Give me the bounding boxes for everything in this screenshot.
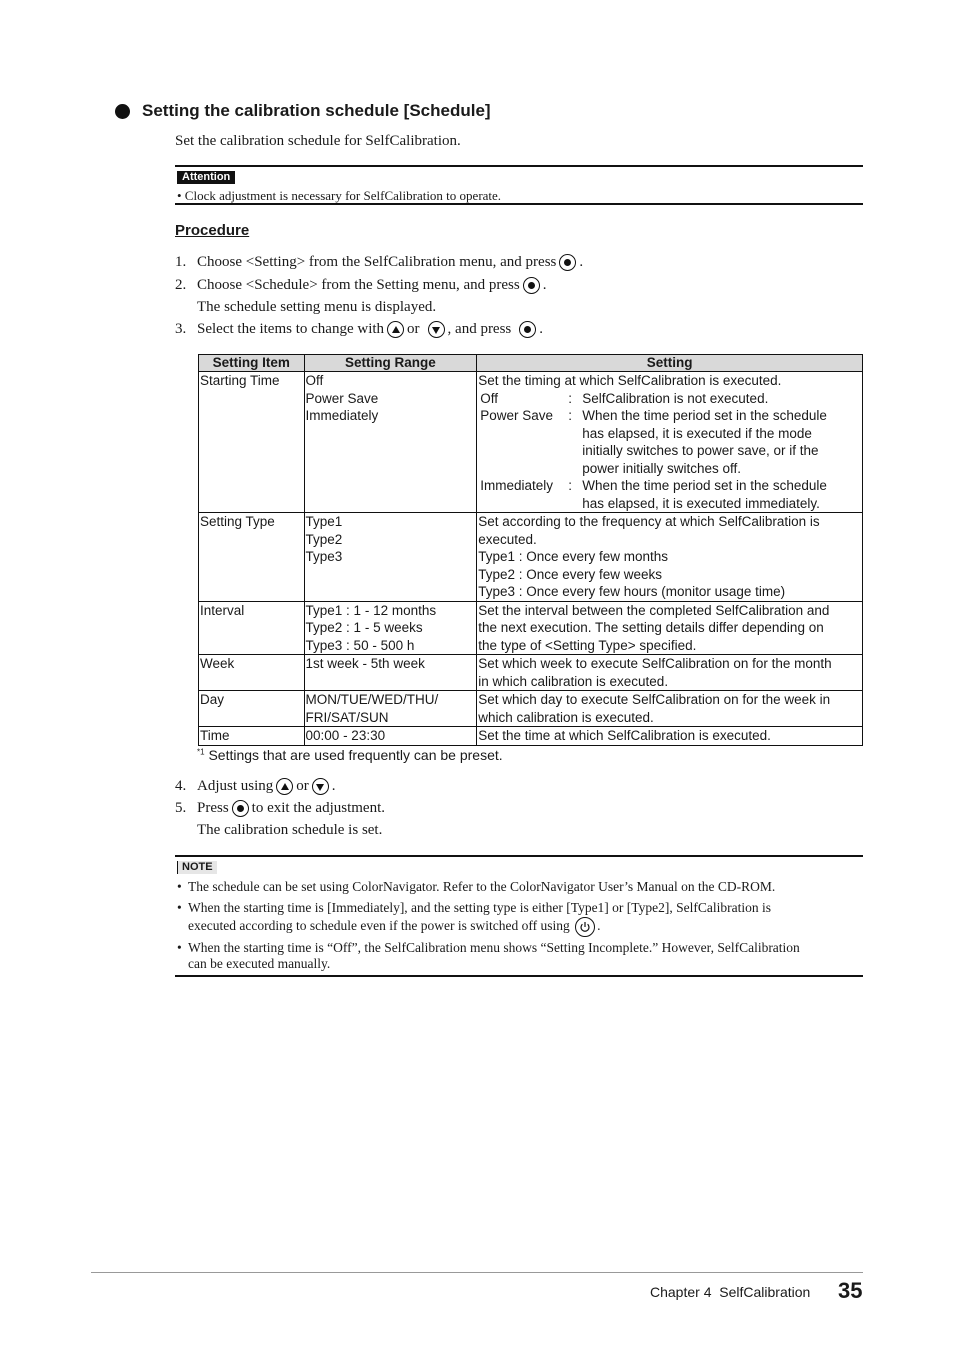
note-item-2: • When the starting time is [Immediately], and the setting type is either [Type1] or [Type2], SelfCalibration is executed according to schedule even if the power is switched off using .	[177, 900, 771, 937]
range-line: FRI/SAT/SUN	[305, 709, 389, 725]
enter-button-icon	[232, 800, 249, 817]
table-footnote	[197, 747, 503, 763]
step-text-or: or	[296, 778, 309, 794]
note-text-end: .	[597, 918, 601, 933]
step-number: 3.	[175, 321, 187, 337]
up-button-icon	[387, 321, 404, 338]
step-2	[175, 277, 546, 294]
step-2-result: The schedule setting menu is displayed.	[197, 299, 437, 315]
cell-setting	[477, 655, 863, 691]
footnote-mark: *1	[197, 747, 205, 757]
table-header-row	[199, 355, 863, 372]
procedure-title: Procedure	[175, 222, 250, 239]
option-line: When the time period set in the schedule	[582, 478, 827, 493]
note-item-1: • The schedule can be set using ColorNavigator. Refer to the ColorNavigator User’s Manual on the CD-ROM.	[177, 879, 776, 894]
note-item-3: • When the starting time is “Off”, the SelfCalibration menu shows “Setting Incomplete.” However, SelfCalibration can be executed manually.	[177, 940, 800, 971]
option-key: Off	[480, 390, 498, 406]
cell-item: Interval	[199, 601, 305, 655]
power-button-icon	[575, 917, 595, 937]
option-sep: :	[568, 478, 572, 493]
option-line: power initially switches off.	[582, 460, 742, 476]
attention-box	[175, 165, 863, 205]
setting-line: in which calibration is executed.	[478, 673, 669, 689]
down-button-icon	[312, 778, 329, 795]
note-text: When the starting time is “Off”, the SelfCalibration menu shows “Setting Incomplete.” However, SelfCalibration	[188, 940, 800, 955]
section-title: Setting the calibration schedule [Schedule]	[142, 101, 491, 120]
range-line: Type2	[305, 531, 343, 547]
step-text-end: .	[539, 321, 544, 337]
cell-range	[304, 655, 477, 691]
range-line: MON/TUE/WED/THU/	[305, 692, 439, 707]
table-row-time	[199, 727, 863, 746]
step-number: 2.	[175, 277, 187, 293]
range-line: Type1	[305, 514, 343, 529]
cell-item: Setting Type	[199, 513, 305, 602]
option-line: SelfCalibration is not executed.	[582, 390, 769, 406]
step-text-end: to exit the adjustment.	[251, 800, 385, 816]
range-line: Immediately	[305, 408, 379, 423]
setting-line: Set the timing at which SelfCalibration is executed.	[478, 373, 782, 388]
up-button-icon	[276, 778, 293, 795]
step-text: Choose <Schedule> from the Setting menu, and press	[197, 277, 520, 293]
header-setting-item: Setting Item	[199, 355, 305, 372]
note-box	[175, 855, 863, 977]
footer-chapter: Chapter 4 SelfCalibration	[650, 1284, 811, 1300]
note-text: can be executed manually.	[188, 956, 331, 971]
cell-setting	[477, 691, 863, 727]
intro-text: Set the calibration schedule for SelfCalibration.	[175, 133, 461, 149]
range-line: Type3	[305, 549, 343, 564]
cell-setting	[477, 601, 863, 655]
option-immediately	[478, 477, 861, 512]
option-line: has elapsed, it is executed if the mode	[582, 425, 812, 441]
range-line: Off	[305, 373, 324, 388]
step-1	[175, 254, 583, 271]
setting-line: Type3 : Once every few hours (monitor usage time)	[478, 584, 786, 599]
setting-line: the next execution. The setting details differ depending on	[478, 620, 824, 635]
attention-text: • Clock adjustment is necessary for SelfCalibration to operate.	[177, 188, 502, 203]
cell-range	[304, 727, 477, 746]
step-text-end: .	[331, 778, 336, 794]
bullet-icon	[115, 104, 130, 119]
setting-line: which calibration is executed.	[478, 709, 654, 725]
range-line: Type1 : 1 - 12 months	[305, 602, 437, 618]
option-off	[478, 390, 861, 408]
cell-item: Week	[199, 655, 305, 691]
option-key: Immediately	[480, 478, 553, 493]
option-power-save	[478, 407, 861, 477]
range-line: Type3 : 50 - 500 h	[305, 637, 415, 653]
step-3	[175, 321, 543, 338]
step-text-end: .	[542, 277, 547, 293]
step-text: Press	[197, 800, 229, 816]
table-row-interval	[199, 601, 863, 655]
step-5-result: The calibration schedule is set.	[197, 822, 383, 838]
table-row-starting-time	[199, 372, 863, 513]
down-button-icon	[428, 321, 445, 338]
step-text-mid: , and press	[447, 321, 512, 337]
setting-line: Set which week to execute SelfCalibration on for the month	[478, 656, 832, 671]
range-line: 1st week - 5th week	[305, 656, 425, 671]
note-tag: NOTE	[177, 861, 217, 874]
step-4	[175, 778, 336, 795]
table-row-week	[199, 655, 863, 691]
enter-button-icon	[519, 321, 536, 338]
cell-setting	[477, 513, 863, 602]
cell-item: Starting Time	[199, 372, 305, 513]
step-text-end: .	[579, 254, 584, 270]
note-text: executed according to schedule even if the power is switched off using	[188, 918, 570, 933]
footer-divider	[91, 1272, 863, 1273]
footnote-text: Settings that are used frequently can be preset.	[204, 747, 503, 763]
setting-line: the type of <Setting Type> specified.	[478, 637, 697, 653]
note-text: The schedule can be set using ColorNavigator. Refer to the ColorNavigator User’s Manual on the CD-ROM.	[188, 879, 776, 894]
page-number: 35	[838, 1278, 863, 1303]
step-number: 5.	[175, 800, 187, 816]
step-5	[175, 800, 385, 817]
range-line: Type2 : 1 - 5 weeks	[305, 620, 423, 635]
enter-button-icon	[523, 277, 540, 294]
cell-range	[304, 513, 477, 602]
table-row-day	[199, 691, 863, 727]
cell-range	[304, 601, 477, 655]
settings-table	[198, 354, 863, 746]
setting-line: Set the interval between the completed SelfCalibration and	[478, 602, 830, 618]
setting-line: Set the time at which SelfCalibration is executed.	[478, 728, 771, 743]
note-text: When the starting time is [Immediately], and the setting type is either [Type1] or [Type2], SelfCalibration is	[188, 900, 771, 915]
range-line: 00:00 - 23:30	[305, 728, 386, 743]
enter-button-icon	[559, 254, 576, 271]
option-line: initially switches to power save, or if the	[582, 443, 819, 458]
cell-range	[304, 372, 477, 513]
setting-line: executed.	[478, 531, 537, 547]
option-key: Power Save	[480, 408, 554, 423]
option-line: When the time period set in the schedule	[582, 408, 827, 423]
attention-tag: Attention	[177, 171, 235, 184]
option-sep: :	[568, 390, 572, 406]
step-text: Adjust using	[197, 778, 274, 794]
header-setting: Setting	[477, 355, 863, 372]
option-line: has elapsed, it is executed immediately.	[582, 495, 820, 511]
cell-setting	[477, 372, 863, 513]
range-line: Power Save	[305, 390, 379, 406]
cell-range	[304, 691, 477, 727]
cell-setting	[477, 727, 863, 746]
setting-line: Set according to the frequency at which SelfCalibration is	[478, 514, 820, 529]
step-text: Select the items to change with	[197, 321, 385, 337]
step-number: 4.	[175, 778, 187, 794]
step-text: Choose <Setting> from the SelfCalibration menu, and press	[197, 254, 557, 270]
header-setting-range: Setting Range	[304, 355, 477, 372]
option-sep: :	[568, 408, 572, 423]
cell-item: Time	[199, 727, 305, 746]
step-number: 1.	[175, 254, 187, 270]
table-row-setting-type	[199, 513, 863, 602]
setting-line: Type2 : Once every few weeks	[478, 566, 663, 582]
section-heading	[115, 101, 491, 121]
setting-line: Type1 : Once every few months	[478, 549, 669, 564]
step-text-or: or	[407, 321, 420, 337]
setting-line: Set which day to execute SelfCalibration on for the week in	[478, 692, 831, 707]
cell-item: Day	[199, 691, 305, 727]
